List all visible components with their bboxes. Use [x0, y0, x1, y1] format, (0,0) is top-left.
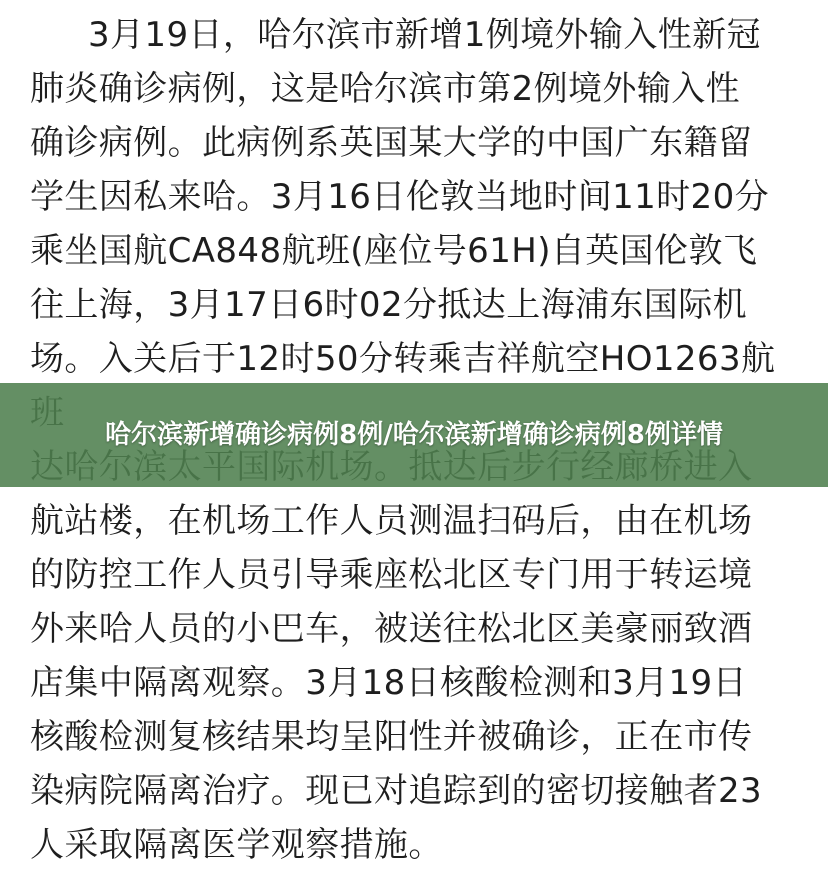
article-line: 确诊病例。此病例系英国某大学的中国广东籍留: [30, 123, 753, 163]
article-line: 核酸检测复核结果均呈阳性并被确诊，正在市传: [30, 717, 753, 757]
article-line: 乘坐国航CA848航班(座位号61H)自英国伦敦飞: [30, 231, 758, 271]
title-banner[interactable]: [0, 383, 828, 487]
article-line: 外来哈人员的小巴车，被送往松北区美豪丽致酒: [30, 609, 753, 649]
article-line: 往上海，3月17日6时02分抵达上海浦东国际机: [30, 285, 747, 325]
article-line: 人采取隔离医学观察措施。: [30, 825, 443, 865]
article-line: 染病院隔离治疗。现已对追踪到的密切接触者23: [30, 771, 763, 811]
article-line: 航站楼，在机场工作人员测温扫码后，由在机场: [30, 501, 753, 541]
article-line: 3月19日，哈尔滨市新增1例境外输入性新冠: [88, 15, 761, 55]
article-line: 学生因私来哈。3月16日伦敦当地时间11时20分: [30, 177, 770, 217]
article-line: 场。入关后于12时50分转乘吉祥航空HO1263航: [30, 339, 776, 379]
article-line: 的防控工作人员引导乘座松北区专门用于转运境: [30, 555, 753, 595]
banner-title: 哈尔滨新增确诊病例8例/哈尔滨新增确诊病例8例详情: [105, 420, 723, 450]
article-line: 肺炎确诊病例，这是哈尔滨市第2例境外输入性: [30, 69, 741, 109]
article-line: 店集中隔离观察。3月18日核酸检测和3月19日: [30, 663, 747, 703]
